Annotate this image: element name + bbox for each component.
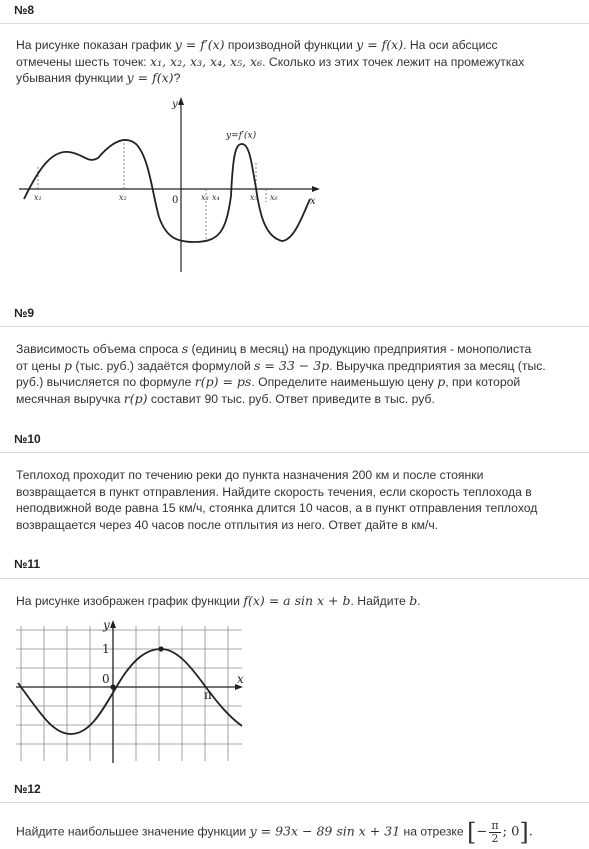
problem-8-text <box>16 37 576 87</box>
text-segment: На рисунке изображен график функции <box>16 594 244 608</box>
x-axis-arrow <box>312 186 320 192</box>
interval-end: ; 0 <box>502 824 520 840</box>
problem-11-text <box>16 593 576 610</box>
y-axis-arrow <box>178 97 184 105</box>
text-line: возвращается через 40 часов после отплытия из него. Ответ дайте в км/ч. <box>16 517 439 532</box>
divider <box>0 23 589 24</box>
divider <box>0 452 589 453</box>
formula: f(x) = a sin x + b <box>243 593 351 608</box>
origin-label: 0 <box>172 195 179 206</box>
text-segment: . Выручка предприятия за месяц (тыс. <box>329 358 546 373</box>
text-segment: . На оси абсцисс <box>403 38 498 52</box>
text-segment: месячная выручка <box>16 391 124 406</box>
text-segment: . Определите наименьшую цену <box>251 375 438 389</box>
problem-8-number: №8 <box>14 3 35 17</box>
text-segment: (единиц в месяц) на продукцию предприятия - монополиста <box>188 342 532 356</box>
y-axis-arrow <box>110 620 116 628</box>
text-segment: производной функции <box>224 38 357 52</box>
divider <box>0 578 589 579</box>
one-label: 1 <box>102 642 110 656</box>
text-segment: (тыс. руб.) задаётся формулой <box>72 358 255 373</box>
formula: p <box>63 357 72 373</box>
derivative-curve <box>24 140 310 242</box>
point-label-x1: x₁ <box>34 193 42 202</box>
formula: b <box>409 593 418 608</box>
text-segment: . Найдите <box>350 594 410 608</box>
curve-label: y=f′(x) <box>226 131 257 141</box>
y-axis-label: y <box>172 99 178 110</box>
formula: s = 33 − 3p <box>254 357 330 373</box>
problem-11-number: №11 <box>14 557 41 571</box>
x-axis-label: x <box>310 196 316 207</box>
problem-11-sine-graph <box>14 616 246 766</box>
fraction-denominator: 2 <box>491 832 499 845</box>
y-axis-label: y <box>103 618 110 632</box>
text-segment: составит 90 тыс. руб. Ответ приведите в тыс. руб. <box>147 391 435 406</box>
origin-point <box>110 684 115 689</box>
text-segment: На рисунке показан график <box>16 38 175 52</box>
divider <box>0 326 589 327</box>
formula: y = 93x − 89 sin x + 31 <box>249 823 401 839</box>
text-segment: убывания функции <box>16 71 127 85</box>
text-segment: . Сколько из этих точек лежит на промежутках <box>262 54 525 69</box>
pi-label: π <box>204 688 212 702</box>
point-label-x2: x₂ <box>119 193 127 202</box>
problem-10-text <box>16 467 576 533</box>
problem-12-text <box>16 820 576 845</box>
formula: r(p) = ps <box>194 374 252 389</box>
point-label-x6: x₆ <box>270 193 278 202</box>
interval <box>467 820 533 845</box>
x-axis-label: x <box>237 672 244 686</box>
point-label-x5: x₅ <box>250 193 258 202</box>
left-bracket: [ <box>467 818 477 847</box>
text-segment: Зависимость объема спроса <box>16 342 182 356</box>
text-segment: , при которой <box>445 375 521 389</box>
text-segment: Найдите наибольшее значение функции <box>16 824 250 839</box>
problem-12-number: №12 <box>14 782 41 796</box>
problem-9-text <box>16 341 576 407</box>
point-label-x3: x₃ <box>201 193 209 202</box>
origin-label: 0 <box>102 672 110 686</box>
text-segment: ? <box>173 71 181 85</box>
fraction <box>489 820 500 845</box>
max-point <box>158 646 163 651</box>
period: . <box>528 824 533 840</box>
formula: p <box>437 374 446 389</box>
text-segment: отмечены шесть точек: <box>16 54 151 69</box>
text-segment: руб.) вычисляется по формуле <box>16 375 195 389</box>
problem-10-number: №10 <box>14 432 41 446</box>
formula: y = f(x) <box>126 70 174 85</box>
formula: x₁, x₂, x₃, x₄, x₅, x₆ <box>150 53 263 69</box>
text-line: возвращается в пункт отправления. Найдите скорость течения, если скорость теплохода в <box>16 484 532 499</box>
text-line: неподвижной воде равна 15 км/ч, стоянка длится 10 часов, а в пункт отправления теплоход <box>16 501 538 515</box>
text-segment: от цены <box>16 358 64 373</box>
problem-8-derivative-graph <box>14 92 324 277</box>
formula: y = f(x) <box>356 37 404 52</box>
text-segment: на отрезке <box>400 824 468 839</box>
problem-9-number: №9 <box>14 306 35 320</box>
text-segment: . <box>417 594 421 608</box>
divider <box>0 802 589 803</box>
text-line: Теплоход проходит по течению реки до пункта назначения 200 км и после стоянки <box>16 468 484 482</box>
formula: s <box>181 341 189 356</box>
formula: r(p) <box>123 390 148 406</box>
formula: y = f′(x) <box>174 37 225 52</box>
fraction-numerator: π <box>491 819 499 832</box>
minus-sign: − <box>476 824 488 840</box>
point-label-x4: x₄ <box>212 193 220 202</box>
right-bracket: ] <box>519 818 529 847</box>
